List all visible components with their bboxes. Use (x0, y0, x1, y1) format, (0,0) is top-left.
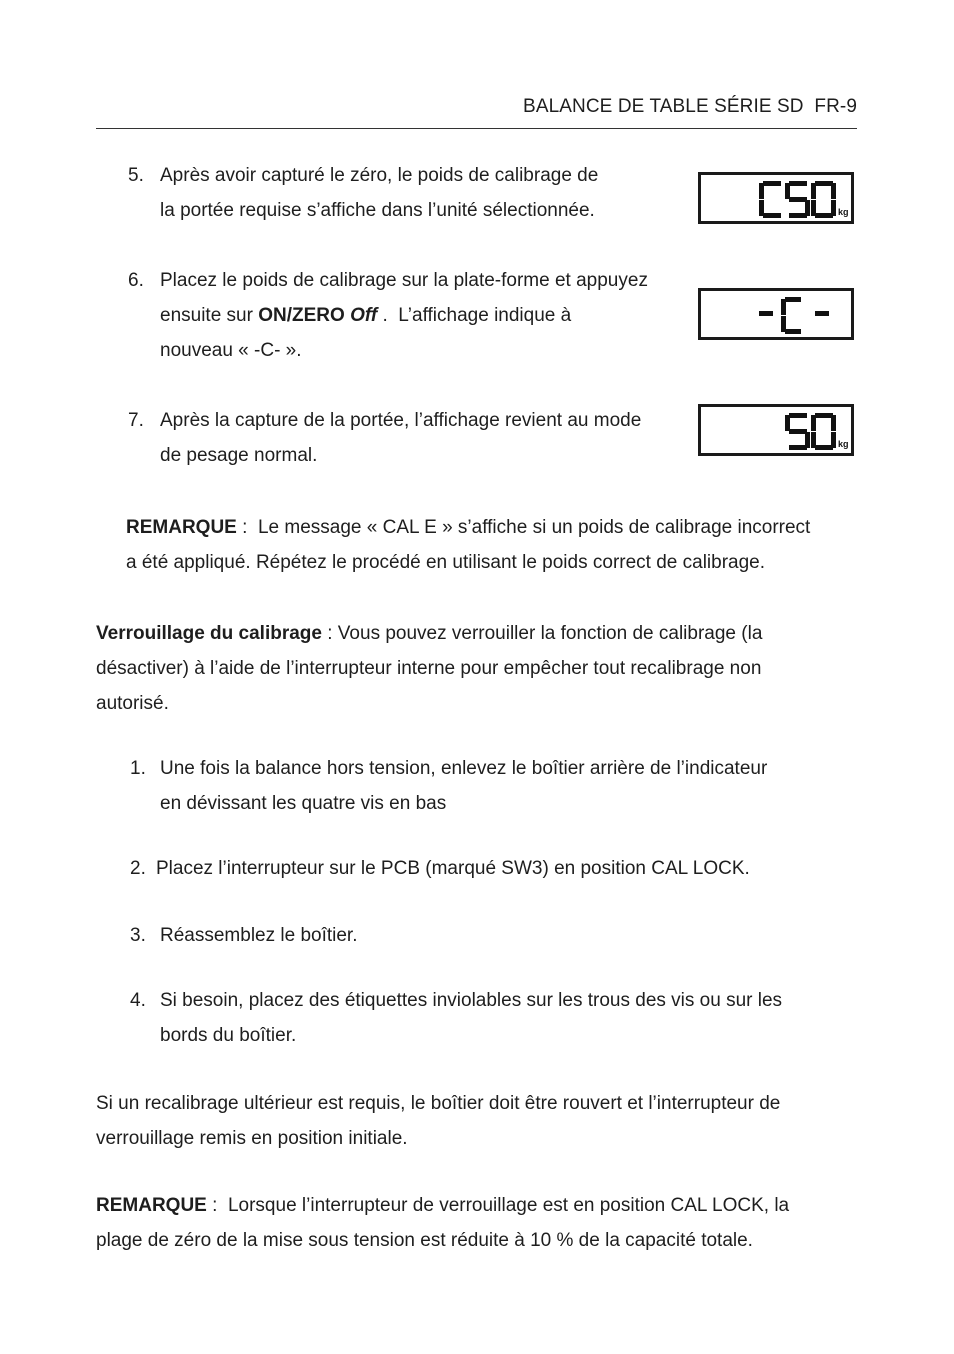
step-7 (128, 403, 688, 473)
lock-text: autorisé. (96, 693, 169, 714)
step-text-line (160, 298, 698, 333)
step-text-line: de pesage normal. (160, 445, 318, 466)
lock-step-1 (130, 751, 850, 821)
step-text-line: Réassemblez le boîtier. (160, 925, 358, 946)
step-text-line: la portée requise s’affiche dans l’unité sélectionnée. (160, 200, 595, 221)
note-separator: : (206, 1195, 228, 1216)
step-text-line: Une fois la balance hors tension, enlevez le boîtier arrière de l’indicateur (160, 758, 768, 779)
recal-text: verrouillage remis en position initiale. (96, 1128, 408, 1149)
lcd-unit: kg (838, 207, 849, 217)
lock-label: Verrouillage du calibrage (96, 623, 322, 644)
lock-step-4 (130, 983, 850, 1053)
on-zero-key: ON/ZERO (258, 305, 345, 326)
note-text: Le message « CAL E » s’affiche si un poids de calibrage incorrect (257, 517, 811, 538)
step-text-line: en dévissant les quatre vis en bas (160, 793, 447, 814)
lcd-display-c50 (698, 172, 854, 224)
step-number: 7. (128, 410, 144, 431)
step-6 (128, 263, 698, 368)
lock-step-2 (130, 851, 850, 886)
step-text-line: Placez le poids de calibrage sur la plate-forme et appuyez (160, 270, 648, 291)
step-5 (128, 158, 688, 228)
note-2 (96, 1188, 876, 1258)
lcd-unit: kg (838, 439, 849, 449)
lcd-digits-c (701, 291, 851, 337)
recal-text: Si un recalibrage ultérieur est requis, le boîtier doit être rouvert et l’interrupteur de (96, 1093, 781, 1114)
step-text: ensuite sur (160, 305, 259, 326)
lcd-digits-50 (701, 407, 851, 453)
note-text: Lorsque l’interrupteur de verrouillage est en position CAL LOCK, la (227, 1195, 790, 1216)
step-text-line: Après avoir capturé le zéro, le poids de calibrage de (160, 165, 599, 186)
lock-step-3 (130, 918, 850, 953)
step-number: 4. (130, 990, 146, 1011)
lock-text: désactiver) à l’aide de l’interrupteur interne pour empêcher tout recalibrage non (96, 658, 762, 679)
note-1 (126, 510, 866, 580)
step-number: 2. (130, 858, 146, 879)
note-text: plage de zéro de la mise sous tension est réduite à 10 % de la capacité totale. (96, 1230, 753, 1251)
step-text: . L’affichage indique à (377, 305, 572, 326)
note-text: a été appliqué. Répétez le procédé en utilisant le poids correct de calibrage. (126, 552, 766, 573)
header-title: BALANCE DE TABLE SÉRIE SD FR-9 (523, 96, 857, 117)
calibration-lock-paragraph (96, 616, 876, 721)
off-key-label: Off (350, 305, 378, 326)
step-text-line: bords du boîtier. (160, 1025, 297, 1046)
step-text-line: Placez l’interrupteur sur le PCB (marqué SW3) en position CAL LOCK. (156, 858, 750, 879)
step-text-line: Si besoin, placez des étiquettes inviolables sur les trous des vis ou sur les (160, 990, 783, 1011)
step-number: 6. (128, 270, 144, 291)
lcd-display-50 (698, 404, 854, 456)
note-separator: : (236, 517, 258, 538)
page-header (96, 96, 857, 129)
step-text-line: nouveau « -C- ». (160, 340, 302, 361)
step-number: 5. (128, 165, 144, 186)
recalibration-paragraph (96, 1086, 876, 1156)
note-label: REMARQUE (96, 1195, 207, 1216)
step-number: 1. (130, 758, 146, 779)
step-number: 3. (130, 925, 146, 946)
lock-text: : Vous pouvez verrouiller la fonction de calibrage (la (321, 623, 763, 644)
note-label: REMARQUE (126, 517, 237, 538)
step-text-line: Après la capture de la portée, l’affichage revient au mode (160, 410, 642, 431)
lcd-digits-c50 (701, 175, 851, 221)
lcd-display-c (698, 288, 854, 340)
